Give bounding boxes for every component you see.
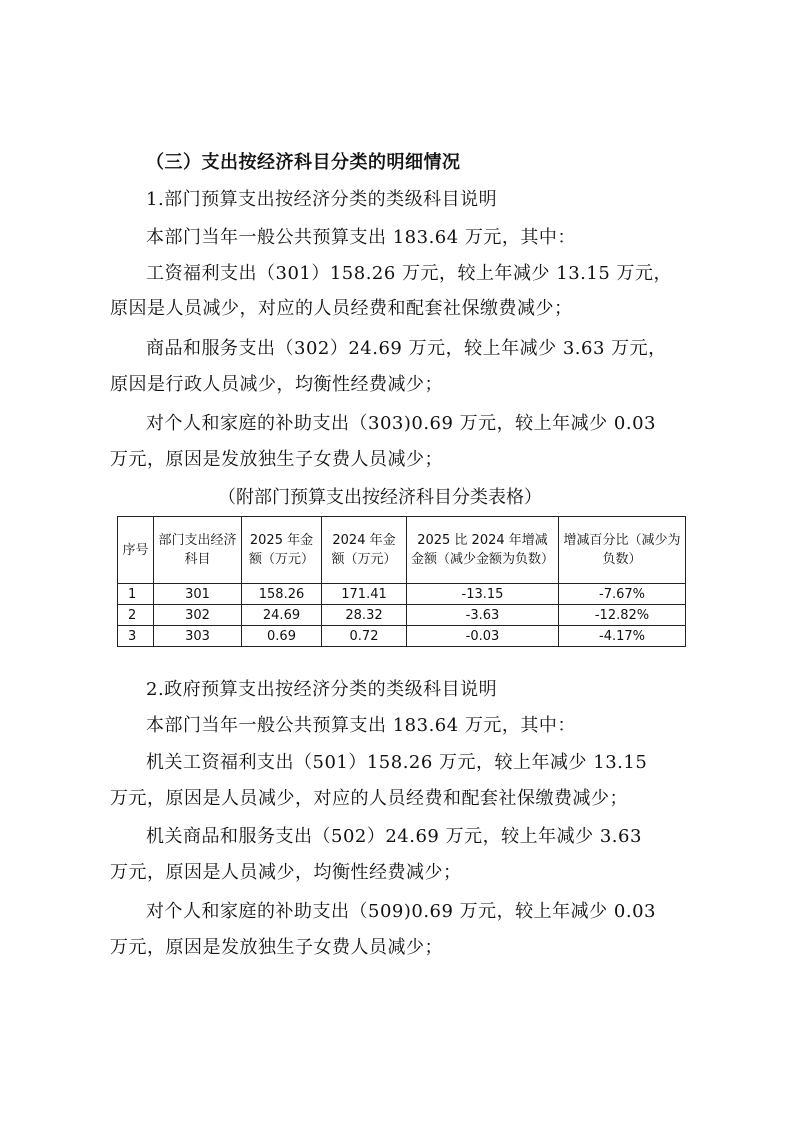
table-caption: （附部门预算支出按经济科目分类表格） xyxy=(218,487,542,508)
header-amount-2025: 2025 年金额（万元） xyxy=(242,517,322,584)
cell-amount-2024: 0.72 xyxy=(322,626,407,647)
economic-classification-table xyxy=(117,516,686,647)
subsection-1-heading: 1.部门预算支出按经济分类的类级科目说明 xyxy=(146,189,498,210)
subsection-1-item-301-line-1: 工资福利支出（301）158.26 万元，较上年减少 13.15 万元， xyxy=(146,263,673,284)
subsection-2-item-502-line-2: 万元，原因是人员减少，均衡性经费减少； xyxy=(110,862,462,883)
header-amount-2024: 2024 年金额（万元） xyxy=(322,517,407,584)
header-seq: 序号 xyxy=(118,517,154,584)
cell-amount-2025: 24.69 xyxy=(242,605,322,626)
cell-economic-item: 302 xyxy=(154,605,242,626)
cell-seq: 3 xyxy=(118,626,154,647)
subsection-1-intro: 本部门当年一般公共预算支出 183.64 万元，其中： xyxy=(146,227,576,248)
table-header-row xyxy=(118,517,686,584)
header-change-amount: 2025 比 2024 年增减金额（减少金额为负数） xyxy=(407,517,559,584)
cell-economic-item: 301 xyxy=(154,584,242,605)
cell-economic-item: 303 xyxy=(154,626,242,647)
cell-change-amount: -13.15 xyxy=(407,584,559,605)
subsection-2-item-509-line-1: 对个人和家庭的补助支出（509)0.69 万元，较上年减少 0.03 xyxy=(146,901,656,922)
cell-amount-2024: 28.32 xyxy=(322,605,407,626)
subsection-1-item-301-line-2: 原因是人员减少，对应的人员经费和配套社保缴费减少； xyxy=(110,298,573,319)
table-row xyxy=(118,605,686,626)
cell-change-amount: -3.63 xyxy=(407,605,559,626)
table-row xyxy=(118,584,686,605)
cell-amount-2025: 0.69 xyxy=(242,626,322,647)
section-heading: （三）支出按经济科目分类的明细情况 xyxy=(146,152,461,173)
cell-change-percent: -4.17% xyxy=(559,626,686,647)
header-change-percent: 增减百分比（减少为负数） xyxy=(559,517,686,584)
subsection-2-intro: 本部门当年一般公共预算支出 183.64 万元，其中： xyxy=(146,715,576,736)
cell-change-percent: -12.82% xyxy=(559,605,686,626)
header-economic-item: 部门支出经济科目 xyxy=(154,517,242,584)
subsection-1-item-302-line-1: 商品和服务支出（302）24.69 万元，较上年减少 3.63 万元， xyxy=(146,338,667,359)
subsection-2-item-501-line-2: 万元，原因是人员减少，对应的人员经费和配套社保缴费减少； xyxy=(110,788,628,809)
cell-seq: 2 xyxy=(118,605,154,626)
subsection-1-item-303-line-1: 对个人和家庭的补助支出（303)0.69 万元，较上年减少 0.03 xyxy=(146,413,656,434)
subsection-2-item-502-line-1: 机关商品和服务支出（502）24.69 万元，较上年减少 3.63 xyxy=(146,826,642,847)
cell-amount-2024: 171.41 xyxy=(322,584,407,605)
subsection-1-item-303-line-2: 万元，原因是发放独生子女费人员减少； xyxy=(110,449,443,470)
cell-seq: 1 xyxy=(118,584,154,605)
cell-amount-2025: 158.26 xyxy=(242,584,322,605)
subsection-2-item-501-line-1: 机关工资福利支出（501）158.26 万元，较上年减少 13.15 xyxy=(146,752,648,773)
subsection-2-heading: 2.政府预算支出按经济分类的类级科目说明 xyxy=(146,679,498,700)
subsection-2-item-509-line-2: 万元，原因是发放独生子女费人员减少； xyxy=(110,937,443,958)
cell-change-amount: -0.03 xyxy=(407,626,559,647)
table-row xyxy=(118,626,686,647)
cell-change-percent: -7.67% xyxy=(559,584,686,605)
subsection-1-item-302-line-2: 原因是行政人员减少，均衡性经费减少； xyxy=(110,374,443,395)
